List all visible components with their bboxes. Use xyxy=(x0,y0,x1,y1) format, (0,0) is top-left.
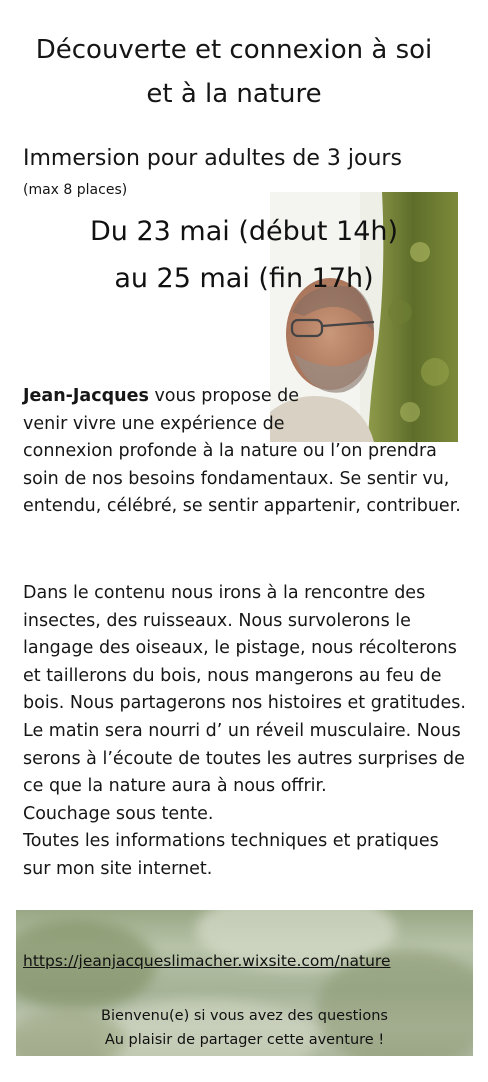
content-line-1: Dans le contenu nous irons à la rencontre des insectes, des ruisseaux. Nous survolerons le langage des oiseaux, le pistage, nous récolterons et taillerons du bois, nous mangerons au feu de bois. Nous partagerons nos histoires et gratitudes. xyxy=(23,583,466,714)
intro-line-2: venir vivre une expérience de xyxy=(23,413,285,434)
intro-paragraph xyxy=(23,383,468,521)
subtitle: Immersion pour adultes de 3 jours xyxy=(23,146,402,171)
closing-line-1: Bienvenu(e) si vous avez des questions xyxy=(101,1008,388,1024)
host-name: Jean-Jacques xyxy=(23,386,149,406)
page-title xyxy=(0,28,468,116)
website-link[interactable]: https://jeanjacqueslimacher.wixsite.com/nature xyxy=(23,952,391,970)
capacity-note: (max 8 places) xyxy=(23,182,128,198)
content-line-3: Couchage sous tente. xyxy=(23,803,214,824)
date-end: au 25 mai (fin 17h) xyxy=(114,263,374,294)
event-dates xyxy=(0,208,488,302)
closing-message xyxy=(16,1004,473,1052)
intro-rest: connexion profonde à la nature ou l’on prendra soin de nos besoins fondamentaux. Se sentir vu, entendu, célébré, se sentir appartenir, contribuer. xyxy=(23,441,461,517)
content-line-4: Toutes les informations techniques et pratiques sur mon site internet. xyxy=(23,831,439,879)
date-start: Du 23 mai (début 14h) xyxy=(89,216,399,247)
content-line-2: Le matin sera nourri d’ un réveil musculaire. Nous serons à l’écoute de toutes les autres surprises de ce que la nature aura à nous offrir. xyxy=(23,720,465,797)
content-paragraph xyxy=(23,580,468,884)
intro-line-1: vous propose de xyxy=(148,386,300,406)
closing-line-2: Au plaisir de partager cette aventure ! xyxy=(104,1032,385,1048)
title-line-1: Découverte et connexion à soi xyxy=(35,35,433,65)
title-line-2: et à la nature xyxy=(146,79,322,109)
